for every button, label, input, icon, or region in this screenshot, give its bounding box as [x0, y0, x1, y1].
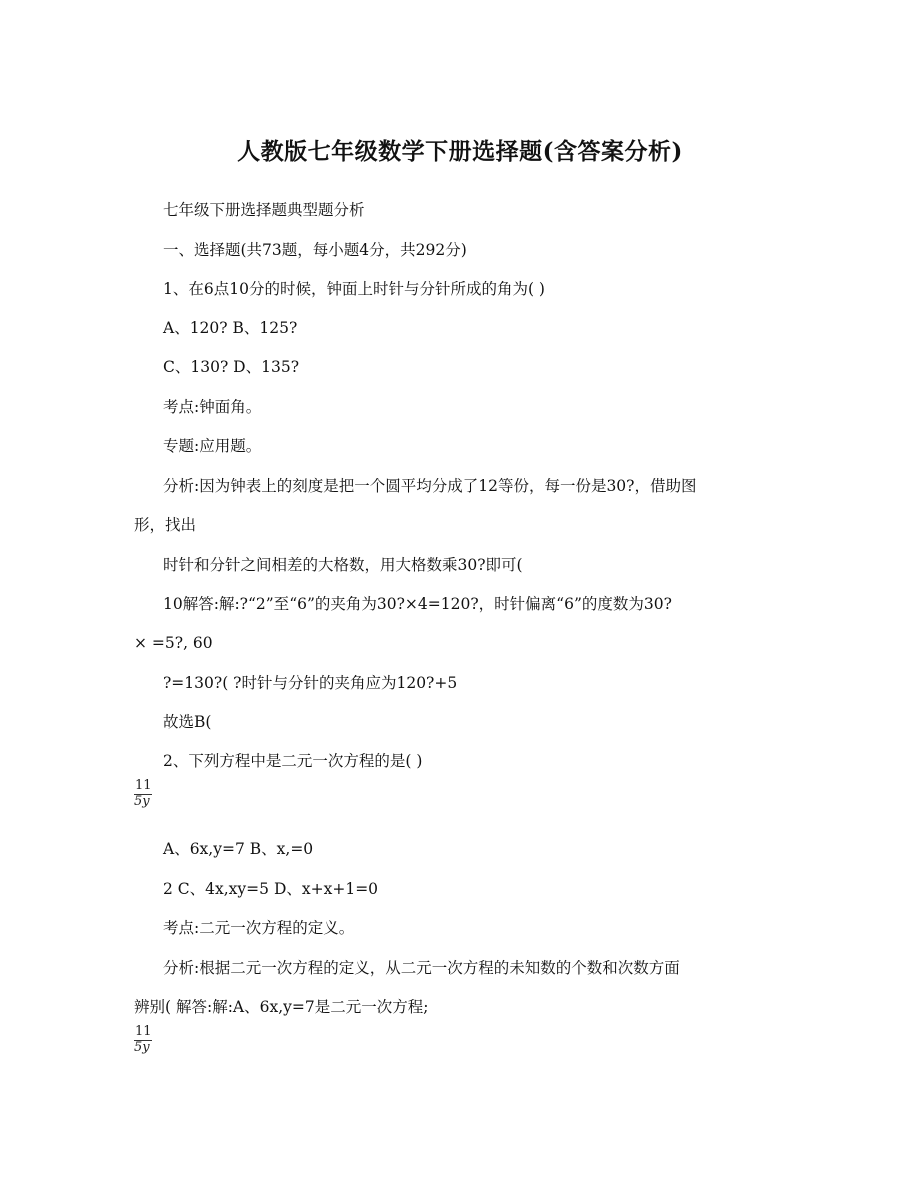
question-1-zhuanti: 专题:应用题。 — [163, 437, 262, 455]
section-heading: 一、选择题(共73题，每小题4分，共292分) — [163, 241, 467, 259]
question-1-analysis-line-3: 时针和分针之间相差的大格数，用大格数乘30?即可( — [163, 556, 523, 574]
question-1-options-cd: C、130? D、135? — [163, 358, 300, 376]
question-2-options-ab: A、6x,y=7 B、x,=0 — [163, 840, 314, 858]
question-2-stem: 2、下列方程中是二元一次方程的是( ) — [163, 752, 423, 770]
fraction-numerator: 11 — [135, 778, 152, 793]
question-1-analysis-line-1: 分析:因为钟表上的刻度是把一个圆平均分成了12等份，每一份是30?，借助图 — [163, 477, 697, 495]
fraction-numerator: 11 — [135, 1024, 152, 1039]
page-title: 人教版七年级数学下册选择题(含答案分析) — [237, 138, 683, 165]
question-1-options-ab: A、120? B、125? — [163, 319, 298, 337]
fraction-image — [133, 1025, 155, 1059]
question-1-analysis-line-2: 形，找出 — [134, 516, 197, 534]
question-2-analysis-line-2: 辨别( 解答:解:A、6x,y=7是二元一次方程; — [134, 998, 429, 1016]
fraction-image — [133, 779, 155, 813]
question-1-kaodian: 考点:钟面角。 — [163, 398, 262, 416]
fraction-denominator: 5y — [134, 794, 150, 809]
question-1-solution-line-1: 10解答:解:?“2”至“6”的夹角为30?×4=120?，时针偏离“6”的度数为30? — [163, 595, 672, 613]
question-2-options-cd: 2 C、4x,xy=5 D、x+x+1=0 — [163, 880, 379, 898]
subtitle: 七年级下册选择题典型题分析 — [163, 201, 365, 219]
question-2-kaodian: 考点:二元一次方程的定义。 — [163, 919, 355, 937]
question-1-stem: 1、在6点10分的时候，钟面上时针与分针所成的角为( ) — [163, 280, 545, 298]
question-2-analysis-line-1: 分析:根据二元一次方程的定义，从二元一次方程的未知数的个数和次数方面 — [163, 959, 680, 977]
question-1-solution-line-2: × =5?, 60 — [134, 634, 213, 652]
fraction-denominator: 5y — [134, 1040, 150, 1055]
question-1-solution-line-3: ?=130?( ?时针与分针的夹角应为120?+5 — [163, 674, 458, 692]
question-1-answer: 故选B( — [163, 713, 212, 731]
